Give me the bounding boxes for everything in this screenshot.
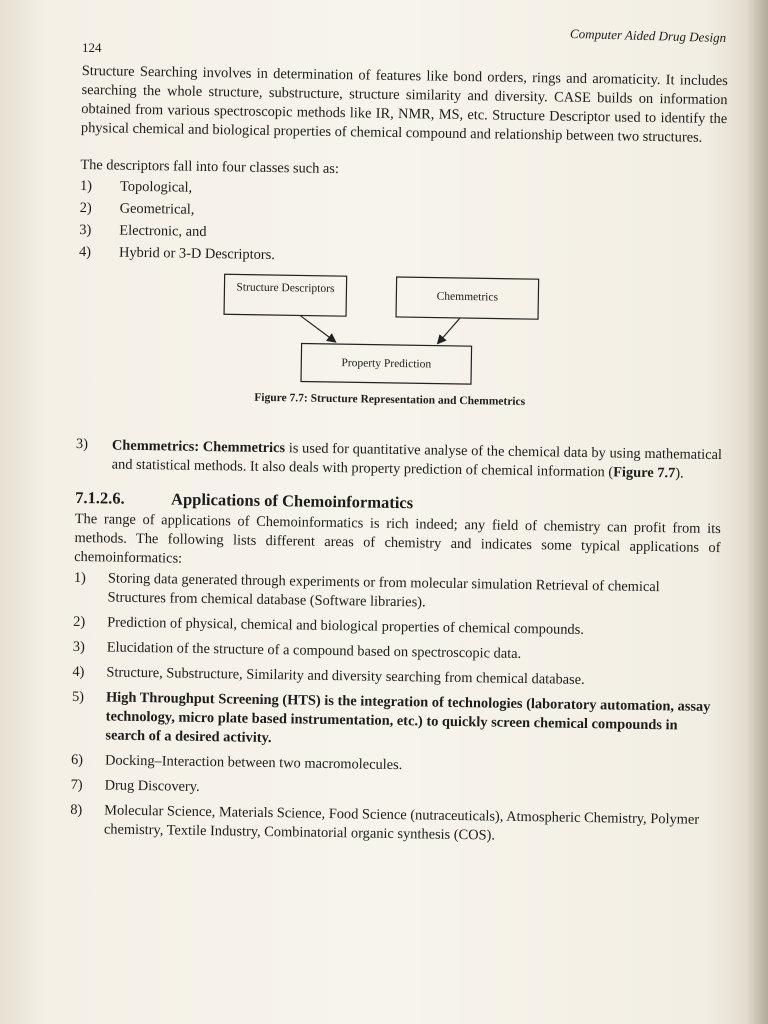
list-number: 4) bbox=[78, 243, 92, 261]
arrow-chemmetrics-to-prediction bbox=[438, 318, 460, 344]
descriptor-class-list bbox=[79, 177, 726, 272]
list-text: Geometrical, bbox=[119, 200, 195, 218]
list-item bbox=[70, 776, 716, 805]
list-text: High Throughput Screening (HTS) is the integration of technologies (laboratory automation, assay technology, micro plate based instrumentation, etc.) to quickly screen chemical compounds in search of a desired activity. bbox=[105, 689, 711, 747]
list-number: 2) bbox=[79, 199, 92, 217]
figure-reference: Figure 7.7 bbox=[613, 464, 676, 482]
figure-diagram bbox=[76, 268, 724, 430]
list-number: 3) bbox=[75, 435, 89, 453]
list-item bbox=[73, 613, 719, 642]
label-property-prediction: Property Prediction bbox=[341, 357, 432, 371]
list-text: Drug Discovery. bbox=[104, 777, 200, 795]
section-intro: The range of applications of Chemoinformatics is rich indeed; any field of chemistry can profit from its methods. The following lists different areas of chemistry and indicates some typical applications of chemoinformatics: bbox=[74, 510, 721, 567]
list-number: 2) bbox=[73, 613, 86, 631]
diagram-svg bbox=[77, 268, 725, 398]
label-chemmetrics: Chemmetrics bbox=[436, 290, 499, 304]
list-item bbox=[73, 569, 720, 617]
list-number: 3) bbox=[72, 638, 85, 656]
chemmetrics-term-2: Chemmetrics bbox=[202, 438, 286, 457]
arrow-descriptors-to-prediction bbox=[300, 315, 336, 342]
page-edge-shadow bbox=[746, 0, 768, 1024]
figure-caption: Figure 7.7: Structure Representation and Chemmetrics bbox=[254, 391, 526, 409]
list-number: 6) bbox=[70, 751, 84, 769]
list-text: Prediction of physical, chemical and biological properties of chemical compounds. bbox=[107, 614, 585, 638]
list-text: Storing data generated through experiments or from molecular simulation Retrieval of chemical Structures from chemical database (Software libraries). bbox=[107, 570, 660, 611]
list-number: 3) bbox=[79, 221, 92, 239]
list-item bbox=[70, 801, 717, 849]
list-item bbox=[72, 663, 718, 692]
list-text: Molecular Science, Materials Science, Food Science (nutraceuticals), Atmospheric Chemistry, Polymer chemistry, Textile Industry, Combinatorial organic synthesis (COS). bbox=[103, 802, 700, 844]
list-text: Topological, bbox=[119, 178, 193, 196]
list-number: 7) bbox=[70, 776, 83, 794]
page-number: 124 bbox=[82, 40, 102, 55]
list-number: 1) bbox=[73, 569, 87, 587]
list-text: Hybrid or 3-D Descriptors. bbox=[118, 244, 275, 264]
list-text: Electronic, and bbox=[119, 222, 207, 240]
intro-paragraph: Structure Searching involves in determination of features like bond orders, rings and aromaticity. It includes searching the whole structure, substructure, structure similarity and diversity. CASE builds on information obtained from various spectroscopic methods like IR, NMR, MS, etc. Structure Descriptor used to identify the physical chemical and biological properties of chemical compound and relationship between two structures. bbox=[80, 62, 728, 146]
applications-list bbox=[70, 569, 720, 849]
list-text: Structure, Substructure, Similarity and diversity searching from chemical database. bbox=[106, 664, 585, 688]
chemmetrics-text bbox=[112, 437, 723, 485]
list-item bbox=[71, 688, 718, 755]
list-number: 4) bbox=[72, 663, 85, 681]
running-title: Computer Aided Drug Design bbox=[569, 25, 727, 46]
list-number: 8) bbox=[70, 801, 83, 819]
chemmetrics-body-b: ). bbox=[675, 465, 684, 482]
chemmetrics-term: Chemmetrics: bbox=[111, 437, 200, 455]
list-text: Docking–Interaction between two macromolecules. bbox=[104, 752, 403, 774]
chemmetrics-body-a: is used for quantitative analyse of the chemical data by using mathematical and statistical methods. It also deals with property prediction of chemical information ( bbox=[111, 440, 723, 481]
list-number: 1) bbox=[79, 177, 93, 195]
list-item bbox=[73, 638, 719, 667]
list-number: 5) bbox=[71, 688, 85, 706]
list-item bbox=[71, 751, 717, 780]
label-structure-descriptors: Structure Descriptors bbox=[236, 281, 335, 295]
page-body bbox=[70, 62, 728, 855]
section-number: 7.1.2.6. bbox=[75, 487, 125, 508]
list-text: Elucidation of the structure of a compound based on spectroscopic data. bbox=[106, 639, 522, 662]
section-title: Applications of Chemoinformatics bbox=[170, 489, 414, 513]
chemmetrics-item bbox=[76, 436, 723, 484]
descriptors-intro: The descriptors fall into four classes such as: bbox=[80, 156, 340, 178]
